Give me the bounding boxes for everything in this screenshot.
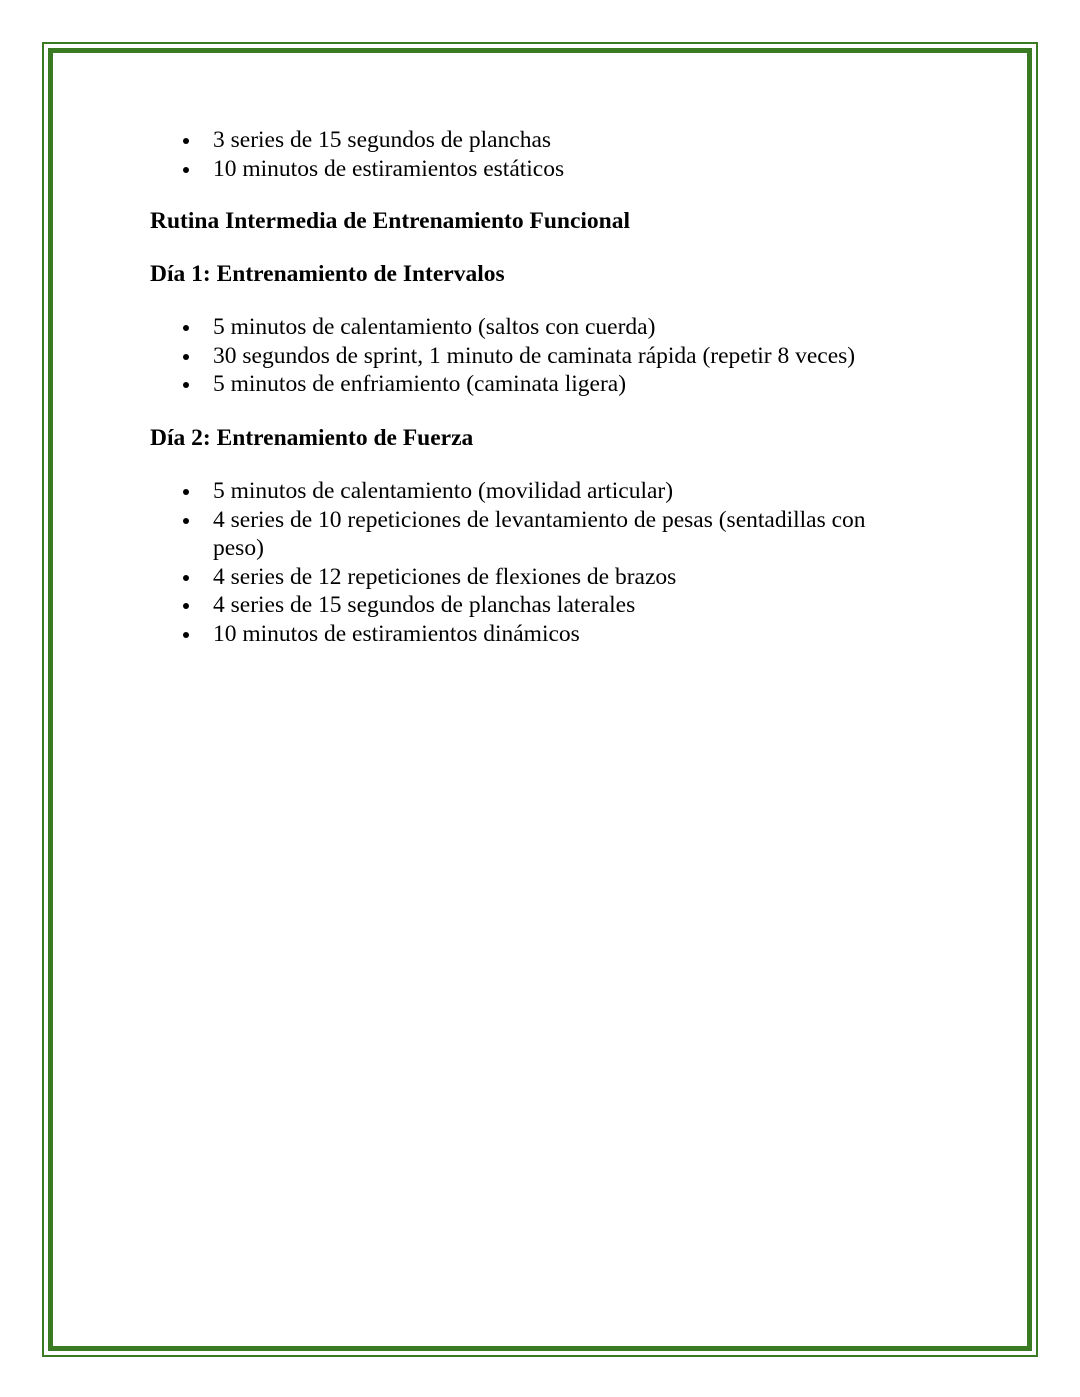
list-item: 4 series de 15 segundos de planchas laterales xyxy=(213,591,920,620)
routine-title: Rutina Intermedia de Entrenamiento Funcional xyxy=(150,208,631,235)
list-item: 5 minutos de enfriamiento (caminata ligera) xyxy=(213,370,920,399)
list-item: 5 minutos de calentamiento (movilidad articular) xyxy=(213,477,920,506)
document-content xyxy=(150,126,920,649)
list-item: 4 series de 12 repeticiones de flexiones de brazos xyxy=(213,563,920,592)
list-item: 10 minutos de estiramientos estáticos xyxy=(213,155,920,184)
list-item: 3 series de 15 segundos de planchas xyxy=(213,126,920,155)
day2-title: Día 2: Entrenamiento de Fuerza xyxy=(150,424,474,451)
intro-exercise-list xyxy=(150,126,920,183)
day2-exercise-list xyxy=(150,477,920,649)
day1-exercise-list xyxy=(150,313,920,399)
list-item: 5 minutos de calentamiento (saltos con cuerda) xyxy=(213,313,920,342)
list-item: 10 minutos de estiramientos dinámicos xyxy=(213,620,920,649)
list-item: 4 series de 10 repeticiones de levantamiento de pesas (sentadillas con peso) xyxy=(213,506,920,563)
day1-title: Día 1: Entrenamiento de Intervalos xyxy=(150,261,505,288)
list-item: 30 segundos de sprint, 1 minuto de caminata rápida (repetir 8 veces) xyxy=(213,342,920,371)
